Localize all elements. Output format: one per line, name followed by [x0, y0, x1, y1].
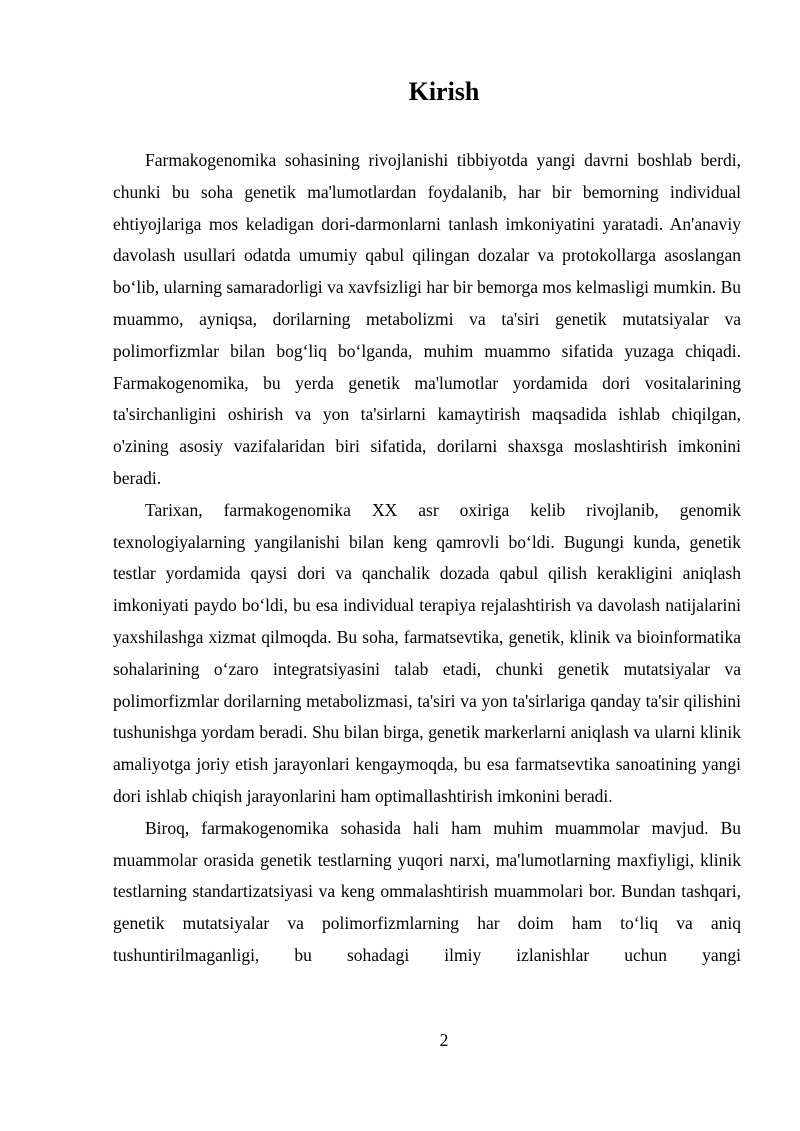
- page-number: 2: [439, 1030, 449, 1050]
- paragraph-1: Farmakogenomika sohasining rivojlanishi tibbiyotda yangi davrni boshlab berdi, chunki bu soha genetik ma'lumotlardan foydalanib, har bir bemorning individual ehtiyojlariga mos keladigan dori-darmonlarni tanlash imkoniyatini yaratadi. An'anaviy davolash usullari odatda umumiy qabul qilingan dozalar va protokollarga asoslangan bo‘lib, ularning samaradorligi va xavfsizligi har bir bemorga mos kelmasligi mumkin. Bu muammo, ayniqsa, dorilarning metabolizmi va ta'siri genetik mutatsiyalar va polimorfizmlar bilan bog‘liq bo‘lganda, muhim muammo sifatida yuzaga chiqadi. Farmakogenomika, bu yerda genetik ma'lumotlar yordamida dori vositalarining ta'sirchanligini oshirish va yon ta'sirlarni kamaytirish maqsadida ishlab chiqilgan, o'zining asosiy vazifalaridan biri sifatida, dorilarni shaxsga moslashtirish imkonini beradi.: [113, 150, 741, 488]
- paragraph-2: Tarixan, farmakogenomika XX asr oxiriga kelib rivojlanib, genomik texnologiyalarning yangilanishi bilan keng qamrovli bo‘ldi. Bugungi kunda, genetik testlar yordamida qaysi dori va qanchalik dozada qabul qilish kerakligini aniqlash imkoniyati paydo bo‘ldi, bu esa individual terapiya rejalashtirish va davolash natijalarini yaxshilashga xizmat qilmoqda. Bu soha, farmatsevtika, genetik, klinik va bioinformatika sohalarining o‘zaro integratsiyasini talab etadi, chunki genetik mutatsiyalar va polimorfizmlar dorilarning metabolizmasi, ta'siri va yon ta'sirlariga qanday ta'sir qilishini tushunishga yordam beradi. Shu bilan birga, genetik markerlarni aniqlash va ularni klinik amaliyotga joriy etish jarayonlari kengaymoqda, bu esa farmatsevtika sanoatining yangi dori ishlab chiqish jarayonlarini ham optimallashtirish imkonini beradi.: [113, 499, 741, 806]
- page-title: Kirish: [408, 77, 480, 106]
- paragraph-3: Biroq, farmakogenomika sohasida hali ham muhim muammolar mavjud. Bu muammolar orasida genetik testlarning yuqori narxi, ma'lumotlarning maxfiyligi, klinik testlarning standartizatsiyasi va keng ommalashtirish muammolari bor. Bundan tashqari, genetik mutatsiyalar va polimorfizmlarning har doim ham to‘liq va aniq tushuntirilmaganligi, bu sohadagi ilmiy izlanishlar uchun yangi: [113, 817, 741, 965]
- body-text: [113, 145, 741, 972]
